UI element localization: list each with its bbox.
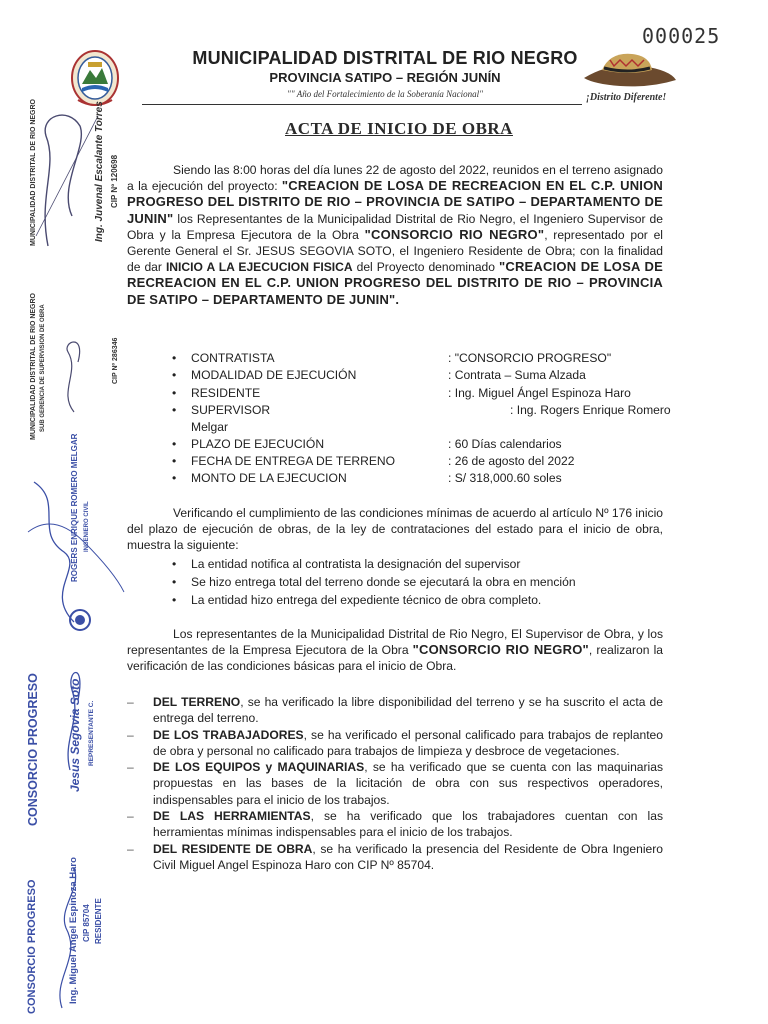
purpose-text: INICIO A LA EJECUCION FISICA xyxy=(165,260,353,275)
detail-residente: • RESIDENTE : Ing. Miguel Ángel Espinoza Haro xyxy=(172,385,672,402)
intro-paragraph xyxy=(127,162,663,308)
detail-plazo: • PLAZO DE EJECUCIÓN : 60 Días calendarios xyxy=(172,436,672,453)
intro-text-3: , representado por el Gerente General el Sr. JESUS SEGOVIA SOTO, el Ingeniero Residente de Obra; con la finalidad de dar xyxy=(127,227,663,275)
reps-text-1: Los representantes de la Municipalidad Distrital de Rio Negro, El Supervisor de Obra, y los representantes de la Empresa Ejecutora de la Obra xyxy=(127,627,663,658)
condition-item: • La entidad notifica al contratista la designación del supervisor xyxy=(172,555,672,573)
verification-checks-list xyxy=(127,694,663,874)
detail-monto: • MONTO DE LA EJECUCION : S/ 318,000.60 soles xyxy=(172,470,672,487)
province-region: PROVINCIA SATIPO – REGIÓN JUNÍN xyxy=(269,70,501,85)
reps-text-2: , realizaron la verificación de las condiciones básicas para el inicio de Obra. xyxy=(127,643,663,674)
header-divider xyxy=(142,104,582,105)
page-number: 000025 xyxy=(642,24,721,48)
stamp-resident-engineer: CONSORCIO PROGRESO Ing. Miguel Angel Espinoza Haro CIP 85704 RESIDENTE xyxy=(26,857,103,1014)
stamp-supervisor-engineer: ROGERS ENRIQUE ROMERO MELGAR INGENIERO CIVIL xyxy=(24,472,134,642)
verification-paragraph: Verificando el cumplimiento de las condiciones mínimas de acuerdo al artículo Nº 176 inicio del plazo de ejecución de obras, de la ley de contrataciones del estado para el inicio de obra, muestra la siguiente: xyxy=(127,506,663,553)
check-equipos: – DE LOS EQUIPOS y MAQUINARIAS, se ha verificado que se cuenta con las maquinarias propuestas en las bases de la licitación de obra con sus respectivos operadores, indispensables para el inicio de los trabajos. xyxy=(127,759,663,807)
document-title-container xyxy=(0,119,768,139)
contract-details-list xyxy=(172,350,672,488)
check-herramientas: – DE LAS HERRAMIENTAS, se ha verificado que los trabajadores cuentan con las herramientas mínimas indispensables para el inicio de los trabajos. xyxy=(127,808,663,840)
condition-item: • La entidad hizo entrega del expediente técnico de obra completo. xyxy=(172,591,672,609)
check-trabajadores: – DE LOS TRABAJADORES, se ha verificado el personal calificado para trabajos de replanteo de obra y personal no calificado para trabajos de limpieza y desbroce de vegetaciones. xyxy=(127,727,663,759)
check-terreno: – DEL TERRENO, se ha verificado la libre disponibilidad del terreno y se ha suscrito el acta de entrega del terreno. xyxy=(127,694,663,726)
detail-contratista: • CONTRATISTA : "CONSORCIO PROGRESO" xyxy=(172,350,672,367)
condition-item: • Se hizo entrega total del terreno donde se ejecutará la obra en mención xyxy=(172,573,672,591)
document-title: ACTA DE INICIO DE OBRA xyxy=(285,119,513,138)
check-residente: – DEL RESIDENTE DE OBRA, se ha verificado la presencia del Residente de Obra Ingeniero Civil Miguel Angel Espinoza Haro con CIP Nº 85704. xyxy=(127,841,663,873)
stamp-supervision-office: MUNICIPALIDAD DISTRITAL DE RIO NEGRO SUB GERENCIA DE SUPERVISION DE OBRA CIP Nº 286346 xyxy=(30,293,119,440)
year-slogan: "" Año del Fortalecimiento de la Soberanía Nacional" xyxy=(287,89,483,99)
hat-logo-icon xyxy=(580,48,680,98)
project-name-repeat: "CREACION DE LOSA DE RECREACION EN EL C.P. UNION PROGRESO DEL DISTRITO DE RIO – PROVINCIA DE SATIPO – DEPARTAMENTO DE JUNIN". xyxy=(127,259,664,307)
municipality-title: MUNICIPALIDAD DISTRITAL DE RIO NEGRO xyxy=(192,48,578,68)
contractor-name: "CONSORCIO RIO NEGRO" xyxy=(364,226,545,242)
intro-text-2: los Representantes de la Municipalidad Distrital de Rio Negro, el Ingeniero Supervisor de Obra y la Empresa Ejecutora de la Obra xyxy=(127,211,663,242)
reps-contractor-name: "CONSORCIO RIO NEGRO" xyxy=(412,642,589,658)
representatives-paragraph xyxy=(127,626,663,675)
project-name: "CREACION DE LOSA DE RECREACION EN EL C.P. UNION PROGRESO DEL DISTRITO DE RIO – PROVINCIA DE SATIPO – DEPARTAMENTO DE JUNIN" xyxy=(127,178,663,226)
stamp-municipal-engineer: MUNICIPALIDAD DISTRITAL DE RIO NEGRO Ing. Juvenal Escalante Torres CIP Nº 120698 xyxy=(30,99,119,246)
stamp-consorcio-representative: CONSORCIO PROGRESO Jesus Segovia Soto REPRESENTANTE C. xyxy=(26,673,95,826)
district-motto: ¡Distrito Diferente! xyxy=(586,92,667,103)
detail-modalidad: • MODALIDAD DE EJECUCIÓN : Contrata – Suma Alzada xyxy=(172,367,672,384)
detail-fecha-entrega: • FECHA DE ENTREGA DE TERRENO : 26 de agosto del 2022 xyxy=(172,453,672,470)
intro-text-4: del Proyecto denominado xyxy=(352,260,500,275)
detail-supervisor: • SUPERVISOR : Ing. Rogers Enrique Romero Melgar xyxy=(172,402,672,436)
intro-text-1: Siendo las 8:00 horas del día lunes 22 de agosto del 2022, reunidos en el terreno asignado a la ejecución del proyecto: xyxy=(127,163,663,194)
conditions-list xyxy=(172,555,672,609)
